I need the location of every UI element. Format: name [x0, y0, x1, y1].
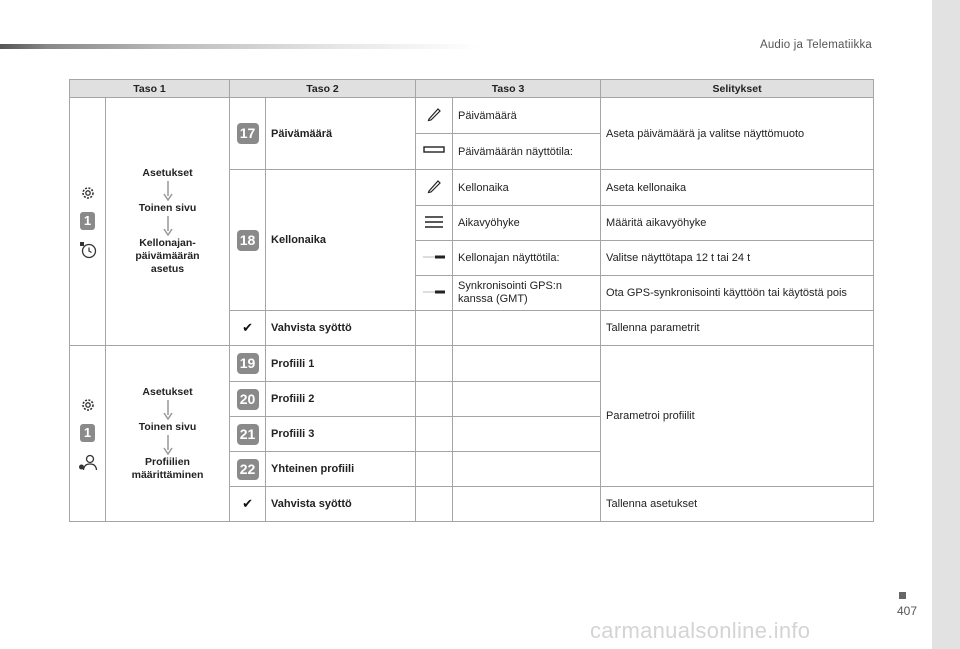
level2-badge-cell — [230, 346, 266, 382]
column-header: Selitykset — [601, 80, 874, 98]
settings-table — [69, 79, 874, 522]
empty-cell — [416, 311, 453, 346]
level2-label: Yhteinen profiili — [266, 452, 416, 487]
confirm-icon-cell — [230, 311, 266, 346]
level3-icon-cell — [416, 98, 453, 134]
level2-badge-cell — [230, 452, 266, 487]
level3-label: Synkronisointi GPS:n kanssa (GMT) — [453, 276, 601, 311]
step-badge: 1 — [80, 424, 95, 442]
arrow-down-icon — [163, 435, 173, 455]
description: Ota GPS-synkronisointi käyttöön tai käytöstä pois — [601, 276, 874, 311]
step-badge: 18 — [237, 230, 259, 251]
step-badge: 22 — [237, 459, 259, 480]
flow-step: Asetukset — [142, 385, 193, 398]
empty-cell — [416, 346, 453, 382]
column-header: Taso 3 — [416, 80, 601, 98]
table-header-row — [70, 80, 874, 98]
header-rule — [0, 44, 480, 49]
column-header: Taso 2 — [230, 80, 416, 98]
level1-icons — [70, 346, 106, 522]
level3-label: Päivämäärän näyttötila: — [453, 134, 601, 170]
confirm-label: Vahvista syöttö — [266, 311, 416, 346]
level3-icon-cell — [416, 170, 453, 206]
confirm-label: Vahvista syöttö — [266, 487, 416, 522]
toggle-icon — [422, 253, 446, 261]
description: Valitse näyttötapa 12 t tai 24 t — [601, 241, 874, 276]
arrow-down-icon — [163, 400, 173, 420]
step-badge: 1 — [80, 212, 95, 230]
description: Parametroi profiilit — [601, 346, 874, 487]
description: Tallenna asetukset — [601, 487, 874, 522]
level2-badge-cell — [230, 417, 266, 452]
level3-icon-cell — [416, 134, 453, 170]
level2-label: Päivämäärä — [266, 98, 416, 170]
table-row — [70, 346, 874, 382]
empty-cell — [453, 346, 601, 382]
arrow-down-icon — [163, 181, 173, 201]
page-number: 407 — [897, 604, 918, 618]
level3-label: Aikavyöhyke — [453, 206, 601, 241]
empty-cell — [416, 382, 453, 417]
flow-step: Kellonajan- päivämäärän asetus — [135, 237, 200, 275]
level1-path — [106, 98, 230, 346]
step-badge: 17 — [237, 123, 259, 144]
level2-label: Profiili 2 — [266, 382, 416, 417]
description: Aseta päivämäärä ja valitse näyttömuoto — [601, 98, 874, 170]
empty-cell — [453, 417, 601, 452]
empty-cell — [453, 452, 601, 487]
level3-label: Kellonajan näyttötila: — [453, 241, 601, 276]
level3-icon-cell — [416, 241, 453, 276]
level2-badge-cell — [230, 382, 266, 417]
flow-step: Toinen sivu — [138, 420, 197, 433]
settings-gear-icon — [80, 397, 96, 413]
level2-label: Kellonaika — [266, 170, 416, 311]
empty-cell — [453, 382, 601, 417]
toggle-icon — [422, 288, 446, 296]
page-marker — [899, 592, 906, 599]
empty-cell — [416, 417, 453, 452]
arrow-down-icon — [163, 216, 173, 236]
level3-icon-cell — [416, 276, 453, 311]
checkmark-icon: ✔ — [242, 496, 253, 511]
level2-badge-cell — [230, 98, 266, 170]
pencil-icon — [426, 178, 442, 194]
level3-label: Kellonaika — [453, 170, 601, 206]
pencil-icon — [426, 106, 442, 122]
step-badge: 20 — [237, 389, 259, 410]
checkmark-icon: ✔ — [242, 320, 253, 335]
description: Määritä aikavyöhyke — [601, 206, 874, 241]
empty-cell — [453, 487, 601, 522]
profile-user-icon — [78, 453, 98, 471]
date-format-icon — [423, 145, 445, 155]
flow-step: Toinen sivu — [138, 202, 197, 214]
level2-label: Profiili 3 — [266, 417, 416, 452]
list-icon — [424, 215, 444, 229]
empty-cell — [416, 487, 453, 522]
level1-icons — [70, 98, 106, 346]
level2-label: Profiili 1 — [266, 346, 416, 382]
confirm-icon-cell — [230, 487, 266, 522]
settings-gear-icon — [80, 185, 96, 201]
clock-icon — [79, 241, 97, 259]
step-badge: 21 — [237, 424, 259, 445]
flow-step: Asetukset — [142, 167, 193, 179]
table-row — [70, 98, 874, 134]
step-badge: 19 — [237, 353, 259, 374]
empty-cell — [416, 452, 453, 487]
level3-icon-cell — [416, 206, 453, 241]
flow-step: Profiilien määrittäminen — [131, 455, 204, 481]
section-title: Audio ja Telematiikka — [759, 39, 872, 51]
level3-label: Päivämäärä — [453, 98, 601, 134]
column-header: Taso 1 — [70, 80, 230, 98]
description: Tallenna parametrit — [601, 311, 874, 346]
description: Aseta kellonaika — [601, 170, 874, 206]
level1-path — [106, 346, 230, 522]
empty-cell — [453, 311, 601, 346]
side-strip — [932, 0, 960, 649]
watermark: carmanualsonline.info — [590, 618, 811, 643]
level2-badge-cell — [230, 170, 266, 311]
